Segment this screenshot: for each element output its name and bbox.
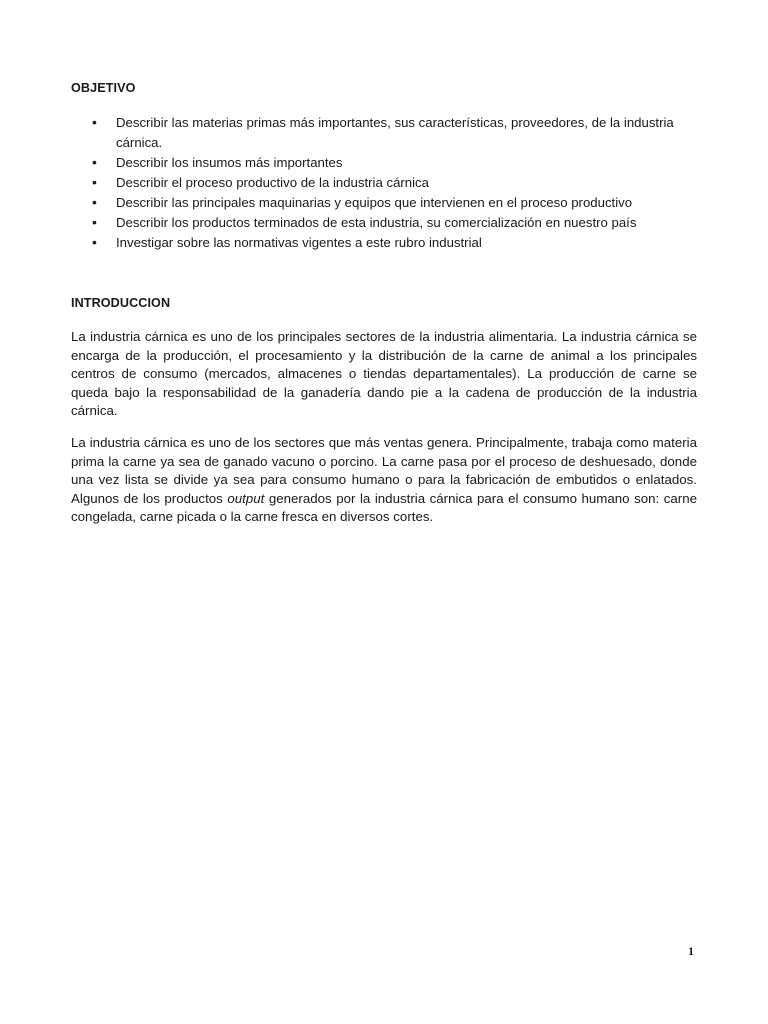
bullet-icon: • — [92, 214, 97, 231]
paragraph-text: generados por la industria cárnica para el consumo humano son: carne congelada, carne picada o la carne fresca en diversos cortes. — [71, 490, 697, 525]
introduccion-heading: INTRODUCCION — [71, 296, 171, 310]
list-item — [90, 213, 700, 233]
bullet-text: Describir los insumos más importantes — [116, 154, 343, 170]
bullet-text: Describir las materias primas más importantes, sus características, proveedores, de la industria cárnica. — [116, 115, 674, 150]
bullet-text: Describir el proceso productivo de la industria cárnica — [116, 174, 429, 190]
list-item — [90, 233, 700, 253]
list-item — [90, 173, 700, 193]
paragraph-text: La industria cárnica es uno de los sectores que más ventas genera. Principalmente, trabaja como materia prima la carne ya sea de ganado vacuno o porcino. La carne pasa por el proceso de deshuesado, donde una vez lista se divide ya sea para consumo humano o para la fabricación de embutidos o enlatados. Algunos de los productos — [71, 435, 697, 506]
bullet-icon: • — [92, 173, 97, 190]
bullet-icon: • — [92, 234, 97, 251]
bullet-text: Describir las principales maquinarias y equipos que intervienen en el proceso productivo — [116, 195, 633, 211]
objetivo-heading: OBJETIVO — [71, 81, 136, 95]
bullet-icon: • — [92, 153, 97, 170]
bullet-icon: • — [92, 114, 97, 130]
introduccion-paragraph-1: La industria cárnica es uno de los principales sectores de la industria alimentaria. La industria cárnica se encarga de la producción, el procesamiento y la distribución de la carne de animal a los principales centros de consumo (mercados, almacenes o tiendas departamentales). La producción de carne se queda bajo la responsabilidad de la ganadería dando pie a la cadena de producción de la industria cárnica. — [71, 329, 697, 419]
objetivo-bullet-list — [90, 113, 700, 254]
bullet-text: Investigar sobre las normativas vigentes a este rubro industrial — [116, 235, 482, 251]
list-item — [90, 113, 700, 152]
introduccion-paragraph-2 — [71, 434, 697, 527]
page-number: 1 — [688, 944, 694, 958]
list-item — [90, 193, 700, 213]
italic-term: output — [227, 490, 265, 506]
bullet-text: Describir los productos terminados de esta industria, su comercialización en nuestro país — [116, 215, 637, 231]
bullet-icon: • — [92, 194, 97, 211]
list-item — [90, 153, 700, 173]
